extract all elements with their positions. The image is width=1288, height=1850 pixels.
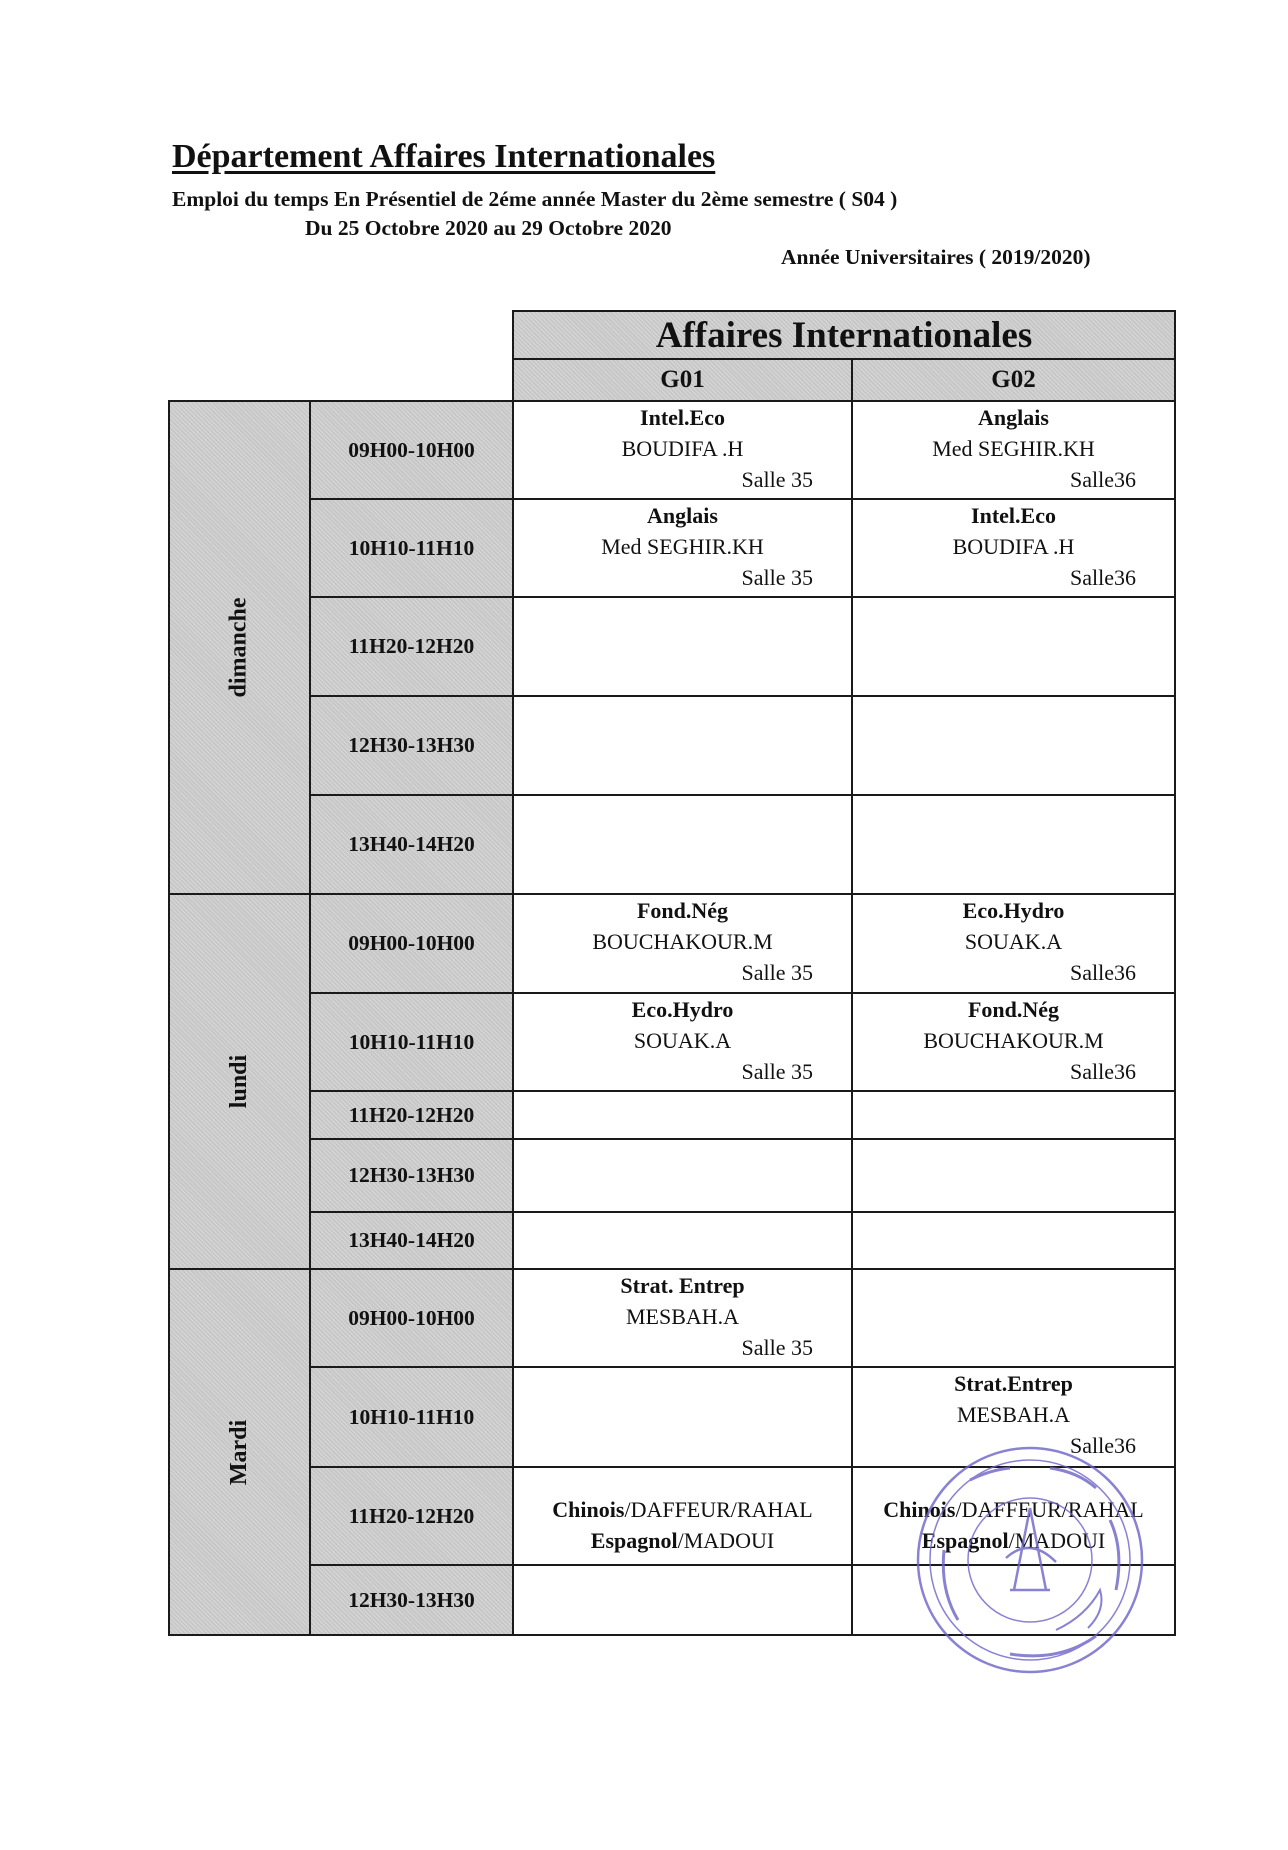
time-slot: 11H20-12H20 xyxy=(310,1467,513,1565)
group-header-g02: G02 xyxy=(852,359,1175,401)
teacher-name: BOUDIFA .H xyxy=(621,436,744,461)
time-slot: 11H20-12H20 xyxy=(310,1091,513,1139)
empty-cell xyxy=(852,795,1175,894)
room-label: Salle36 xyxy=(1070,565,1136,590)
room-label: Salle 35 xyxy=(741,1335,813,1360)
course-cell xyxy=(513,894,852,993)
course-cell xyxy=(852,499,1175,597)
empty-cell xyxy=(513,1212,852,1269)
day-label-mardi: Mardi xyxy=(169,1269,310,1635)
teacher-name: Med SEGHIR.KH xyxy=(932,436,1095,461)
course-name: Strat. Entrep xyxy=(620,1273,745,1298)
table-row xyxy=(169,1139,1175,1212)
course-cell xyxy=(513,499,852,597)
empty-cell xyxy=(852,597,1175,696)
table-row xyxy=(169,499,1175,597)
table-row xyxy=(169,401,1175,499)
empty-cell xyxy=(513,597,852,696)
time-slot: 10H10-11H10 xyxy=(310,499,513,597)
course-cell xyxy=(852,401,1175,499)
room-label: Salle36 xyxy=(1070,1059,1136,1084)
department-title: Département Affaires Internationales xyxy=(172,138,716,175)
teacher-name: BOUCHAKOUR.M xyxy=(592,929,773,954)
room-label: Salle 35 xyxy=(741,960,813,985)
table-row xyxy=(169,1269,1175,1367)
official-seal-icon xyxy=(910,1440,1150,1680)
language-teachers: /MADOUI xyxy=(1008,1528,1106,1553)
course-name: Eco.Hydro xyxy=(962,898,1065,923)
table-row xyxy=(169,696,1175,795)
course-name: Intel.Eco xyxy=(640,405,725,430)
course-cell xyxy=(513,1269,852,1367)
course-name: Intel.Eco xyxy=(971,503,1056,528)
course-cell xyxy=(513,993,852,1091)
course-name: Eco.Hydro xyxy=(631,997,734,1022)
course-cell xyxy=(852,894,1175,993)
schedule-subtitle: Emploi du temps En Présentiel de 2éme année Master du 2ème semestre ( S04 ) xyxy=(172,187,898,211)
time-slot: 09H00-10H00 xyxy=(310,401,513,499)
room-label: Salle36 xyxy=(1070,467,1136,492)
room-label: Salle 35 xyxy=(741,1059,813,1084)
timetable xyxy=(168,310,1176,1636)
table-row xyxy=(169,993,1175,1091)
table-row xyxy=(169,894,1175,993)
time-slot: 09H00-10H00 xyxy=(310,894,513,993)
course-cell xyxy=(513,401,852,499)
group-header-g01: G01 xyxy=(513,359,852,401)
empty-cell xyxy=(513,795,852,894)
room-label: Salle 35 xyxy=(741,565,813,590)
empty-cell xyxy=(513,1367,852,1467)
teacher-name: SOUAK.A xyxy=(633,1028,732,1053)
room-label: Salle 35 xyxy=(741,467,813,492)
time-slot: 10H10-11H10 xyxy=(310,1367,513,1467)
teacher-name: Med SEGHIR.KH xyxy=(601,534,764,559)
course-name: Anglais xyxy=(647,503,718,528)
empty-cell xyxy=(513,696,852,795)
day-label-dimanche: dimanche xyxy=(169,401,310,894)
language-name: Chinois xyxy=(883,1497,956,1522)
room-label: Salle36 xyxy=(1070,960,1136,985)
empty-cell xyxy=(852,1139,1175,1212)
language-teachers: /MADOUI xyxy=(677,1528,775,1553)
empty-cell xyxy=(852,1212,1175,1269)
teacher-name: BOUDIFA .H xyxy=(952,534,1075,559)
time-slot: 12H30-13H30 xyxy=(310,696,513,795)
empty-cell xyxy=(852,1269,1175,1367)
teacher-name: SOUAK.A xyxy=(964,929,1063,954)
time-slot: 13H40-14H20 xyxy=(310,1212,513,1269)
language-cell xyxy=(513,1467,852,1565)
course-name: Fond.Nég xyxy=(967,997,1060,1022)
empty-cell xyxy=(852,1091,1175,1139)
time-slot: 09H00-10H00 xyxy=(310,1269,513,1367)
course-name: Fond.Nég xyxy=(636,898,729,923)
time-slot: 12H30-13H30 xyxy=(310,1139,513,1212)
course-name: Strat.Entrep xyxy=(954,1371,1073,1396)
table-row xyxy=(169,1091,1175,1139)
time-slot: 11H20-12H20 xyxy=(310,597,513,696)
day-label-lundi: lundi xyxy=(169,894,310,1269)
language-teachers: /DAFFEUR/RAHAL xyxy=(624,1497,813,1522)
empty-cell xyxy=(513,1091,852,1139)
language-name: Espagnol xyxy=(590,1528,678,1553)
course-cell xyxy=(852,993,1175,1091)
academic-year: Année Universitaires ( 2019/2020) xyxy=(781,245,1091,269)
teacher-name: MESBAH.A xyxy=(956,1402,1071,1427)
table-row xyxy=(169,1212,1175,1269)
table-row xyxy=(169,795,1175,894)
time-slot: 10H10-11H10 xyxy=(310,993,513,1091)
time-slot: 12H30-13H30 xyxy=(310,1565,513,1635)
schedule-dates: Du 25 Octobre 2020 au 29 Octobre 2020 xyxy=(305,216,672,240)
program-header: Affaires Internationales xyxy=(513,311,1175,359)
empty-cell xyxy=(513,1139,852,1212)
teacher-name: MESBAH.A xyxy=(625,1304,740,1329)
language-name: Chinois xyxy=(552,1497,625,1522)
empty-cell xyxy=(513,1565,852,1635)
room-label: Salle36 xyxy=(1070,1433,1136,1458)
course-name: Anglais xyxy=(978,405,1049,430)
table-row xyxy=(169,597,1175,696)
time-slot: 13H40-14H20 xyxy=(310,795,513,894)
empty-cell xyxy=(852,696,1175,795)
language-teachers: /DAFFEUR/RAHAL xyxy=(955,1497,1144,1522)
language-name: Espagnol xyxy=(921,1528,1009,1553)
teacher-name: BOUCHAKOUR.M xyxy=(923,1028,1104,1053)
